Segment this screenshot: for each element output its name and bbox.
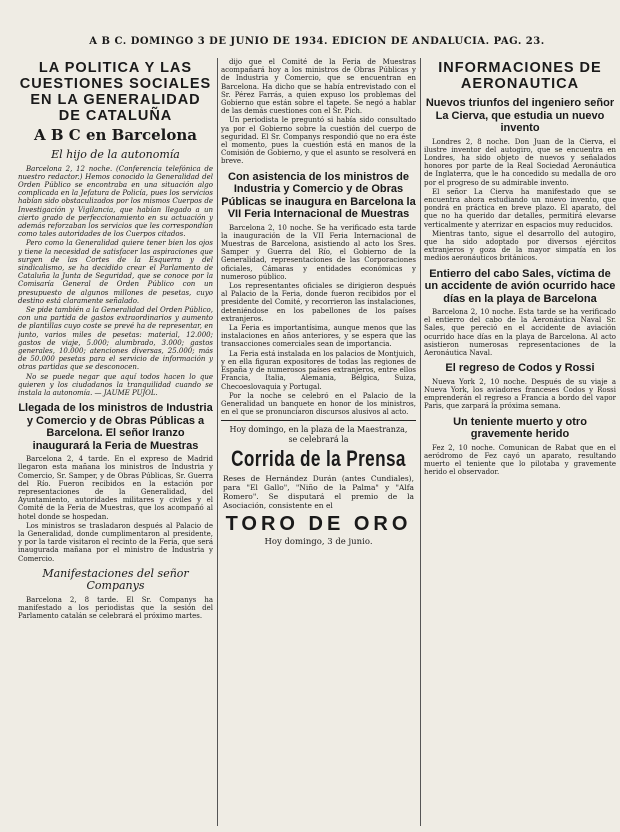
article-title: Nuevos triunfos del ingeniero señor La Cierva, que estudia un nuevo invento bbox=[425, 97, 615, 134]
column-rule bbox=[420, 58, 421, 826]
ad-trophy: TORO DE ORO bbox=[225, 513, 412, 536]
ad-date: Hoy domingo, 3 de junio. bbox=[264, 537, 373, 548]
column-right bbox=[424, 58, 616, 826]
paragraph: Fez 2, 10 noche. Comunican de Rabat que en el aeródromo de Fez cayó un aparato, resultando muerto el teniente que lo pilotaba y gravemente herido el observador. bbox=[424, 443, 616, 477]
paragraph: Por la noche se celebró en el Palacio de la Generalidad un banquete en honor de los ministros, en el que se pronunciaron discursos alusivos al acto. bbox=[221, 391, 416, 417]
paragraph: Barcelona 2, 12 noche. (Conferencia telefónica de nuestro redactor.) Hemos conocido la Generalidad del Orden Público se encontraba en una situación algo complicada en la Jefatura de Policía, pues los servicios habían sido obstaculizados por los mismos Cuerpos de Investigación y Vigilancia, que habían llegado a un cierto grado de perfeccionamiento en su actuación y además reforzaban los servicios que les correspondían como tales autoridades de los Cuerpos citados. bbox=[18, 164, 213, 239]
subheadline: A B C en Barcelona bbox=[34, 126, 197, 144]
paragraph: Londres 2, 8 noche. Don Juan de la Cierva, el ilustre inventor del autogiro, que se encuentra en Londres, ha sido objeto de nuevos y señalados honores por parte de la Real Sociedad Aeronáutica de Inglaterra, que le ha concedido su medalla de oro por el progreso de su admirable invento. bbox=[424, 137, 616, 187]
column-left bbox=[18, 58, 213, 826]
article-title: El hijo de la autonomía bbox=[51, 148, 180, 161]
article-title: El regreso de Codos y Rossi bbox=[445, 362, 595, 375]
paragraph: Los ministros se trasladaron después al Palacio de la Generalidad, donde cumplimentaron al presidente, y por la tarde visitaron el recinto de la Feria, que será inaugurada mañana por el ministro de Industria y Comercio. bbox=[18, 521, 213, 563]
paragraph: Barcelona 2, 10 noche. Esta tarde se ha verificado el entierro del cabo de la Aeronáutica Naval Sr. Sales, que pereció en el accidente de aviación ocurrido hace días en la playa de Barcelona. Al acto asistieron numerosas representaciones de la Aeronáutica Naval. bbox=[424, 308, 616, 358]
article-title: Un teniente muerto y otro gravemente herido bbox=[453, 415, 587, 441]
article-title: Manifestaciones del señor Companys bbox=[42, 566, 189, 593]
paragraph: Pero como la Generalidad quiere tener bien los ojos y tiene la necesidad de satisfacer las aspiraciones que surgen de las Cortes de la Esquerra y del sindicalismo, se ha decidido crear el Parlamento de Cataluña la Junta de Seguridad, que se conoce por la Comisaría General de Orden Público con un presupuesto de algunos millones de pesetas, cuyo destino está claramente señalado. bbox=[18, 239, 213, 305]
main-headline: LA POLITICA Y LAS CUESTIONES SOCIALES EN LA GENERALIDAD DE CATALUÑA bbox=[19, 60, 212, 124]
paragraph: Mientras tanto, sigue el desarrollo del autogiro, que ha sido adoptado por diversos ejércitos extranjeros y goza de la mayor simpatía en los medios aeronáuticos británicos. bbox=[424, 229, 616, 263]
page-masthead: A B C. DOMINGO 3 DE JUNIO DE 1934. EDICION DE ANDALUCIA. PAG. 23. bbox=[89, 36, 545, 47]
paragraph: Un periodista le preguntó si había sido consultado ya por el Gobierno sobre la cuestión del cuerpo de seguridad. El Sr. Companys respondió que no era éste el momento, pues la cuestión está en manos de la Comisión de Gobierno, y que el asunto se resolverá en breve. bbox=[221, 116, 416, 166]
paragraph: Barcelona 2, 8 tarde. El Sr. Companys ha manifestado a los periodistas que la sesión del Parlamento catalán se celebrará el próximo martes. bbox=[18, 595, 213, 621]
column-rule bbox=[217, 58, 218, 826]
article-title: Con asistencia de los ministros de Industria y Comercio y de Obras Públicas se inaugura en Barcelona la VII Feria Internacional de Muestras bbox=[221, 170, 416, 221]
article-title: Llegada de los ministros de Industria y Comercio y de Obras Públicas a Barcelona. El señor Iranzo inaugurará la Feria de Muestras bbox=[18, 402, 213, 452]
column-center bbox=[221, 58, 416, 826]
paragraph: Los representantes oficiales se dirigieron después al Palacio de la Feria, donde fueron recibidos por el presidente del Comité, y recorrieron las instalaciones, deteniéndose en los pabellones de los países extranjeros. bbox=[221, 282, 416, 323]
paragraph: Nueva York 2, 10 noche. Después de su viaje a Nueva York, los aviadores franceses Codos y Rossi emprenderán el regreso a Francia a bordo del vapor Paris, que zarpará la próxima semana. bbox=[424, 377, 616, 411]
paragraph: La Feria está instalada en los palacios de Montjuich, y en ella figuran expositores de todas las regiones de España y de numerosos países extranjeros, entre ellos Francia, Italia, Alemania, Bélgica, Suiza, Checoeslovaquia y Portugal. bbox=[221, 349, 416, 391]
bullfight-advertisement bbox=[221, 420, 416, 547]
paragraph: Barcelona 2, 4 tarde. En el expreso de Madrid llegaron esta mañana los ministros de Industria y Comercio, Sr. Samper, y de Obras Públicas, Sr. Guerra del Río. Fueron recibidos en la estación por representaciones de la Generalidad, del Ayuntamiento, autoridades militares y civiles y el Comité de la Feria de Muestras, que los acompañó al hotel donde se hospedan. bbox=[18, 455, 213, 521]
paragraph: La Feria es importantísima, aunque menos que las instalaciones en años anteriores, y se espera que las transacciones comerciales sean de importancia. bbox=[221, 324, 416, 349]
paragraph: El señor La Cierva ha manifestado que se encuentra ahora estudiando un nuevo invento, que pondrá en práctica en breve plazo. El aparato, del que no ha querido dar detalles, permitirá elevarse verticalmente y aterrizar en espacios muy reducidos. bbox=[424, 187, 616, 229]
newspaper-page bbox=[18, 36, 616, 826]
ad-intro: Hoy domingo, en la plaza de la Maestranza, se celebrará la bbox=[229, 425, 408, 444]
ad-body: Reses de Hernández Durán (antes Cundiales), para "El Gallo", "Niño de la Palma" y "Alfa Romero". Se disputará el premio de la Asociación, consistente en el bbox=[223, 474, 414, 511]
ad-title: Corrida de la Prensa bbox=[231, 446, 406, 472]
paragraph: dijo que el Comité de la Feria de Muestras acompañará hoy a los ministros de Obras Públicas y de Industria y Comercio, que se encuentran en Barcelona. Ha dicho que se había entrevistado con el Sr. Pérez Farrás, a quien expuso los problemas del Gobierno que están sobre el tapete. Se negó a hablar de las demás cuestiones con el Sr. Pich. bbox=[221, 58, 416, 116]
section-headline: INFORMACIONES DE AERONAUTICA bbox=[438, 60, 602, 92]
paragraph: No se puede negar que aquí todos hacen lo que quieren y los ciudadanos la tranquilidad cuando se instala la autonomía. — JAUME PUJOL. bbox=[18, 372, 213, 397]
article-title: Entierro del cabo Sales, víctima de un accidente de avión ocurrido hace días en la playa de Barcelona bbox=[424, 267, 616, 305]
paragraph: Barcelona 2, 10 noche. Se ha verificado esta tarde la inauguración de la VII Feria Internacional de Muestras de Barcelona, asistiendo al acto los Sres. Samper y Guerra del Río, el Gobierno de la Generalidad, representaciones de las Corporaciones oficiales, Cámaras y entidades económicas y numeroso público. bbox=[221, 223, 416, 281]
paragraph: Se pide también a la Generalidad del Orden Público, con una partida de gastos extraordinarios y aumento de plantillas cuyo coste se prevé ha de representar, en junto, varios miles de pesetas: material, 12.000; gastos de viaje, 5.000; alumbrado, 3.000; gastos generales, 10.000; atenciones diversas, 25.000; más de 50.000 pesetas para el servicio de información y otras partidas que se desconocen. bbox=[18, 305, 213, 372]
